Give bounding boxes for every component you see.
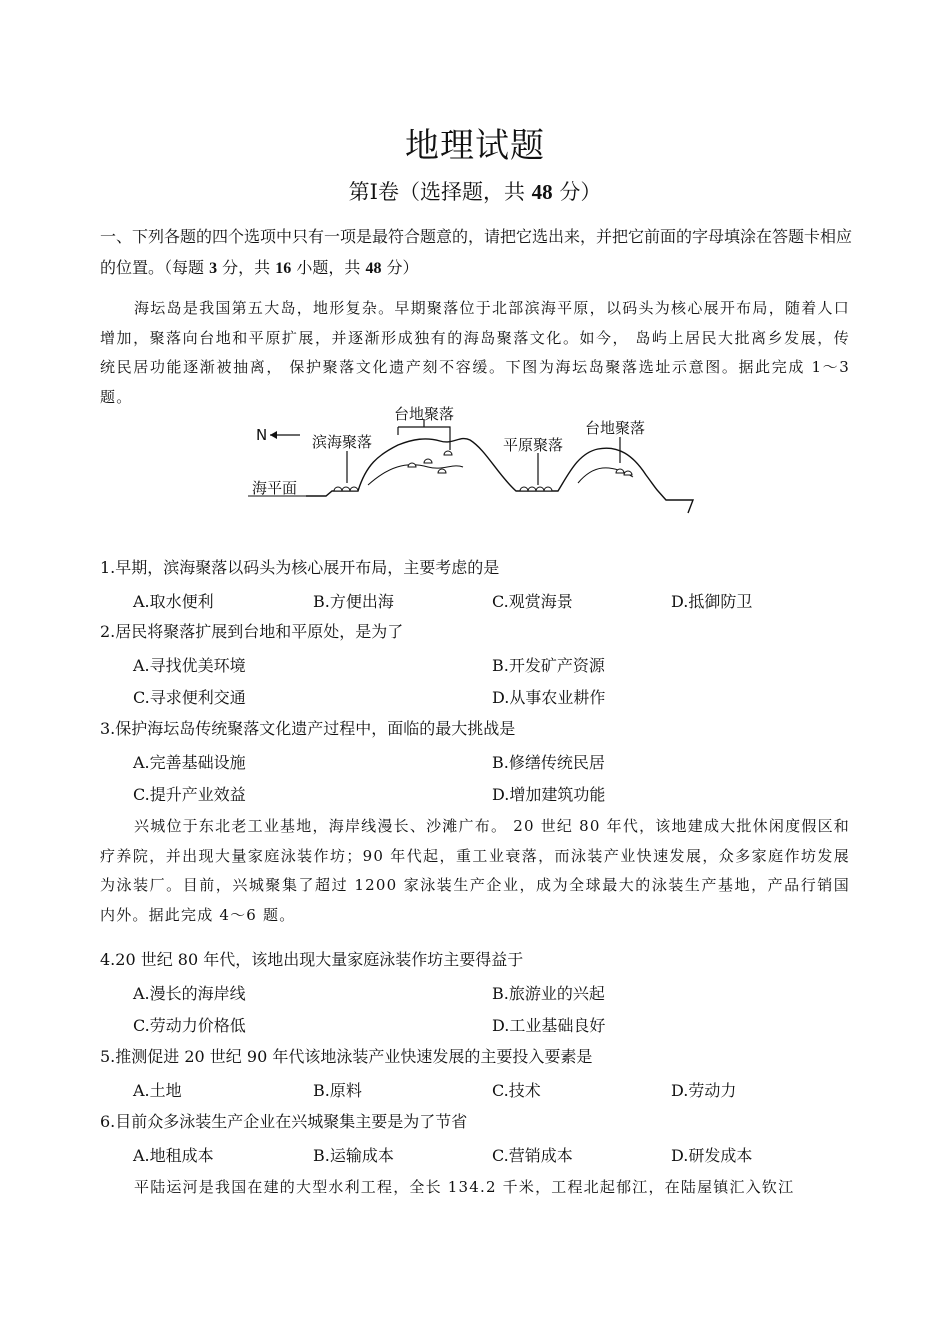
option-d[interactable]: D.从事农业耕作 [492,688,606,707]
passage-xingcheng: 兴城位于东北老工业基地，海岸线漫长、沙滩广布。 20 世纪 80 年代，该地建成大批休闲度假区和疗养院，并出现大量家庭泳装作坊；90 年代起，重工业衰落，而泳装产业快速发展，众多家庭作坊发展为泳装厂。目前，兴城聚集了超过 1200 家泳装生产企业，成为全球最大的泳装生产基地，产品行销国内外。据此完成 4～6 题。 [100,817,850,924]
terrace-contour [368,465,463,485]
question-5-stem: 5.推测促进 20 世纪 90 年代该地泳装产业快速发展的主要投入要素是 [100,1047,593,1066]
settlement-site-diagram [248,405,698,520]
option-c[interactable]: C.技术 [492,1081,541,1100]
option-a[interactable]: A.寻找优美环境 [133,656,246,675]
passage-haitan-island: 海坛岛是我国第五大岛，地形复杂。早期聚落位于北部滨海平原，以码头为核心展开布局，随着人口增加，聚落向台地和平原扩展，并逐渐形成独有的海岛聚落文化。如今， 岛屿上居民大批离乡发展，传统民居功能逐渐被抽离， 保护聚落文化遗产刻不容缓。下图为海坛岛聚落选址示意图。据此完成 1～3 题。 [100,299,850,406]
option-a[interactable]: A.地租成本 [133,1146,214,1165]
label-coastal-settlement: 滨海聚落 [312,433,373,451]
question-5-options [133,1078,853,1102]
option-d[interactable]: D.劳动力 [671,1081,737,1100]
subtitle-suffix: 分） [552,180,602,204]
option-a[interactable]: A.土地 [133,1081,182,1100]
question-4-options-row-2 [133,1013,853,1037]
label-sea-level: 海平面 [252,479,298,497]
option-a[interactable]: A.取水便利 [133,592,214,611]
instructions-text: 小题，共 [291,258,366,277]
option-c[interactable]: C.寻求便利交通 [133,688,246,707]
option-b[interactable]: B.旅游业的兴起 [492,984,605,1003]
question-6-options [133,1143,853,1167]
north-arrowhead-icon [270,431,277,439]
terrace-bracket [398,419,450,450]
question-4-stem: 4.20 世纪 80 年代，该地出现大量家庭泳装作坊主要得益于 [100,950,524,969]
option-c[interactable]: C.提升产业效益 [133,785,246,804]
question-2-options-row-2 [133,685,853,709]
option-b[interactable]: B.运输成本 [313,1146,394,1165]
option-d[interactable]: D.抵御防卫 [671,592,753,611]
instructions-points-per-question: 3 [209,260,218,277]
option-c[interactable]: C.劳动力价格低 [133,1016,246,1035]
page-title: 地理试题 [405,126,545,166]
subtitle-score: 48 [531,180,553,204]
option-c[interactable]: C.营销成本 [492,1146,573,1165]
instructions-total-points: 48 [365,260,382,277]
question-3-options-row-2 [133,782,853,806]
instructions-text: 一、下列各题的四个选项中只有一项是最符合题意的，请把它选出来，并把它前面的字母填涂在答题卡相应的位置。（每题 [100,227,853,277]
option-b[interactable]: B.修缮传统民居 [492,753,605,772]
question-1-stem: 1.早期，滨海聚落以码头为核心展开布局，主要考虑的是 [100,558,500,577]
section-instructions [100,221,852,284]
passage-pinglu-canal: 平陆运河是我国在建的大型水利工程，全长 134.2 千米，工程北起郁江，在陆屋镇汇入钦江 [134,1178,795,1196]
label-plain-settlement: 平原聚落 [503,436,564,454]
option-b[interactable]: B.开发矿产资源 [492,656,605,675]
option-b[interactable]: B.原料 [313,1081,362,1100]
question-1-options [133,589,853,613]
option-a[interactable]: A.完善基础设施 [133,753,246,772]
instructions-question-count: 16 [275,260,292,277]
label-terrace-settlement-1: 台地聚落 [394,405,455,423]
north-label: N [256,426,268,444]
option-d[interactable]: D.增加建筑功能 [492,785,606,804]
question-3-stem: 3.保护海坛岛传统聚落文化遗产过程中，面临的最大挑战是 [100,719,516,738]
question-4-options-row-1 [133,981,853,1005]
option-d[interactable]: D.研发成本 [671,1146,753,1165]
question-2-stem: 2.居民将聚落扩展到台地和平原处，是为了 [100,622,404,641]
option-b[interactable]: B.方便出海 [313,592,394,611]
subtitle-prefix: 第Ⅰ卷（选择题，共 [348,180,532,204]
instructions-text: 分，共 [217,258,276,277]
question-6-stem: 6.目前众多泳装生产企业在兴城聚集主要是为了节省 [100,1112,468,1131]
question-2-options-row-1 [133,653,853,677]
label-terrace-settlement-2: 台地聚落 [585,419,646,437]
question-3-options-row-1 [133,750,853,774]
option-a[interactable]: A.漫长的海岸线 [133,984,246,1003]
instructions-text: 分） [381,258,419,277]
option-c[interactable]: C.观赏海景 [492,592,573,611]
section-subtitle [0,176,950,206]
option-d[interactable]: D.工业基础良好 [492,1016,606,1035]
